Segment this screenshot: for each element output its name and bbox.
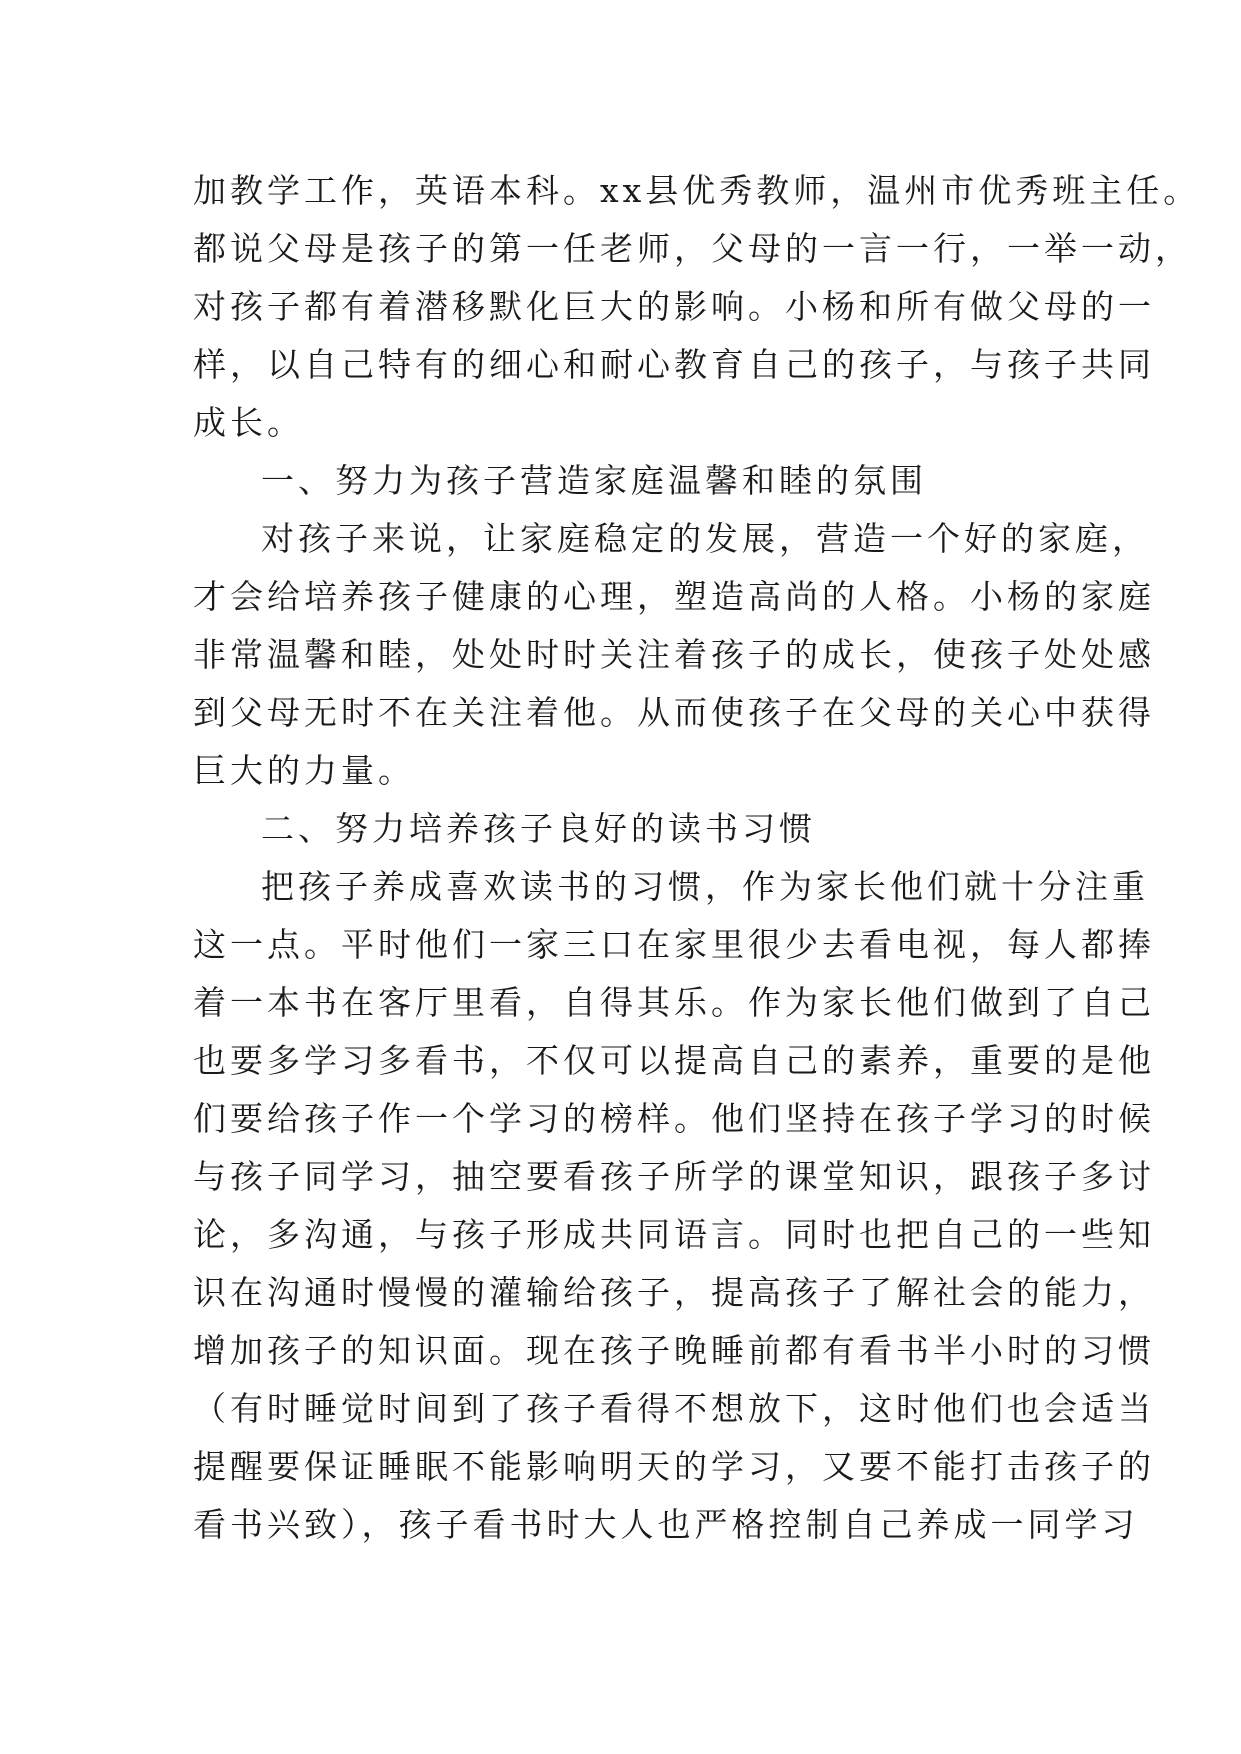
text-line: 识在沟通时慢慢的灌输给孩子，提高孩子了解社会的能力， [193, 1273, 1155, 1312]
text-line: 们要给孩子作一个学习的榜样。他们坚持在孩子学习的时候 [193, 1099, 1155, 1138]
text-line: 对孩子都有着潜移默化巨大的影响。小杨和所有做父母的一 [193, 287, 1155, 326]
body-text [193, 162, 1201, 1554]
text-line: 与孩子同学习，抽空要看孩子所学的课堂知识，跟孩子多讨 [193, 1157, 1155, 1196]
section-heading-2: 二、努力培养孩子良好的读书习惯 [261, 809, 816, 848]
text-line: 都说父母是孩子的第一任老师，父母的一言一行，一举一动， [193, 229, 1192, 268]
text-line: 论，多沟通，与孩子形成共同语言。同时也把自己的一些知 [193, 1215, 1155, 1254]
text-line: 样，以自己特有的细心和耐心教育自己的孩子，与孩子共同 [193, 345, 1155, 384]
text-line: 非常温馨和睦，处处时时关注着孩子的成长，使孩子处处感 [193, 635, 1155, 674]
text-line: 着一本书在客厅里看，自得其乐。作为家长他们做到了自己 [193, 983, 1155, 1022]
text-line: 这一点。平时他们一家三口在家里很少去看电视，每人都捧 [193, 925, 1155, 964]
text-line: 成长。 [193, 403, 304, 442]
text-line: 增加孩子的知识面。现在孩子晚睡前都有看书半小时的习惯 [193, 1331, 1155, 1370]
text-line: （有时睡觉时间到了孩子看得不想放下，这时他们也会适当 [193, 1389, 1155, 1428]
text-line: 加教学工作，英语本科。xx县优秀教师，温州市优秀班主任。 [193, 171, 1201, 210]
text-line: 提醒要保证睡眠不能影响明天的学习，又要不能打击孩子的 [193, 1447, 1155, 1486]
text-line: 才会给培养孩子健康的心理，塑造高尚的人格。小杨的家庭 [193, 577, 1155, 616]
text-line: 对孩子来说，让家庭稳定的发展，营造一个好的家庭， [261, 519, 1149, 558]
text-line: 巨大的力量。 [193, 751, 415, 790]
text-line: 也要多学习多看书，不仅可以提高自己的素养，重要的是他 [193, 1041, 1155, 1080]
text-line: 到父母无时不在关注着他。从而使孩子在父母的关心中获得 [193, 693, 1155, 732]
text-line: 把孩子养成喜欢读书的习惯，作为家长他们就十分注重 [261, 867, 1149, 906]
text-line: 看书兴致），孩子看书时大人也严格控制自己养成一同学习 [193, 1505, 1139, 1544]
section-heading-1: 一、努力为孩子营造家庭温馨和睦的氛围 [261, 461, 927, 500]
